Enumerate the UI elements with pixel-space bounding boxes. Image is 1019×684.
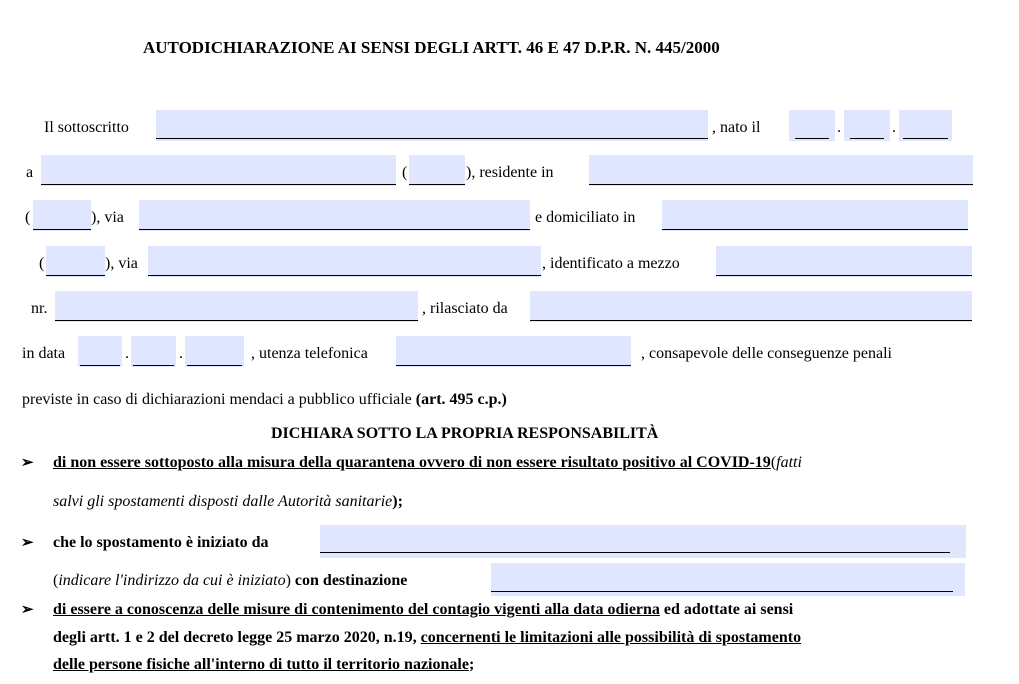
item-3-decreto-text: degli artt. 1 e 2 del decreto legge 25 marzo 2020, n.19, bbox=[53, 629, 421, 646]
label-utenza-telefonica: , utenza telefonica bbox=[251, 345, 368, 362]
id-document-type-underline bbox=[716, 275, 972, 276]
item-2-indicare-text: indicare l'indirizzo da cui è iniziato bbox=[58, 572, 286, 589]
birth-dot-2: . bbox=[892, 119, 896, 136]
destination-underline bbox=[491, 591, 953, 592]
item-1-end: ); bbox=[392, 493, 403, 510]
item-3-end: ; bbox=[468, 656, 475, 673]
label-sottoscritto: Il sottoscritto bbox=[44, 119, 129, 136]
issue-month-underline bbox=[133, 365, 174, 366]
label-identificato: , identificato a mezzo bbox=[542, 255, 680, 272]
issued-by-field[interactable] bbox=[530, 291, 972, 322]
item-1-line-2 bbox=[53, 492, 403, 512]
label-rilasciato-da: , rilasciato da bbox=[422, 300, 508, 317]
label-in-data: in data bbox=[22, 345, 66, 362]
domicile-street-field[interactable] bbox=[148, 246, 541, 277]
item-3-line-1 bbox=[53, 600, 793, 620]
bullet-arrow-icon: ➢ bbox=[21, 535, 34, 551]
departure-address-field[interactable] bbox=[320, 525, 966, 558]
birth-year-field[interactable] bbox=[899, 110, 952, 141]
label-residente-in: ), residente in bbox=[466, 164, 554, 181]
issue-day-underline bbox=[80, 365, 120, 366]
birth-dot-1: . bbox=[837, 119, 841, 136]
item-1-paren: ( bbox=[770, 454, 777, 471]
birthplace-underline bbox=[41, 184, 396, 185]
id-number-field[interactable] bbox=[55, 291, 418, 322]
birth-month-underline bbox=[850, 138, 884, 139]
domicile-city-underline bbox=[662, 229, 968, 230]
previste-text-main: previste in caso di dichiarazioni mendaci a pubblico ufficiale bbox=[22, 391, 412, 408]
item-1-line-1 bbox=[53, 453, 802, 473]
residence-province-field[interactable] bbox=[33, 200, 91, 231]
bullet-arrow-icon: ➢ bbox=[21, 455, 34, 471]
birth-day-field[interactable] bbox=[789, 110, 835, 141]
label-consapevole: , consapevole delle conseguenze penali bbox=[641, 345, 892, 362]
label-a: a bbox=[26, 164, 34, 181]
label-via-1: ), via bbox=[91, 209, 124, 226]
issue-day-field[interactable] bbox=[78, 336, 122, 367]
residence-street-underline bbox=[139, 229, 530, 230]
item-2-paren-open: ( bbox=[53, 572, 59, 589]
phone-underline bbox=[396, 365, 631, 366]
residence-street-field[interactable] bbox=[139, 200, 530, 231]
id-number-underline bbox=[55, 320, 418, 321]
issue-dot-2: . bbox=[179, 345, 183, 362]
item-2-destinazione-label: con destinazione bbox=[294, 572, 408, 589]
departure-address-underline bbox=[320, 552, 950, 553]
birth-month-field[interactable] bbox=[844, 110, 890, 141]
residence-city-field[interactable] bbox=[589, 155, 973, 186]
item-1-fatti: fatti bbox=[776, 454, 802, 471]
birth-year-underline bbox=[903, 138, 948, 139]
label-nr: nr. bbox=[31, 300, 48, 317]
residence-city-underline bbox=[589, 184, 973, 185]
item-3-conoscenza-text: di essere a conoscenza delle misure di contenimento del contagio vigenti alla data odierna bbox=[53, 601, 660, 618]
item-2-label: che lo spostamento è iniziato da bbox=[53, 534, 269, 551]
birth-province-underline bbox=[409, 184, 465, 185]
item-3-territorio-text: delle persone fisiche all'interno di tutto il territorio nazionale bbox=[53, 656, 469, 673]
name-field[interactable] bbox=[156, 110, 708, 141]
birth-province-field[interactable] bbox=[409, 155, 465, 186]
birthplace-field[interactable] bbox=[41, 155, 396, 186]
issue-month-field[interactable] bbox=[131, 336, 176, 367]
item-2-line-2 bbox=[53, 571, 407, 591]
document-title: AUTODICHIARAZIONE AI SENSI DEGLI ARTT. 46 E 47 D.P.R. N. 445/2000 bbox=[143, 38, 720, 57]
phone-field[interactable] bbox=[396, 336, 631, 367]
name-underline bbox=[156, 138, 708, 139]
paren-open-1: ( bbox=[402, 164, 408, 181]
domicile-province-field[interactable] bbox=[46, 246, 105, 277]
residence-province-underline bbox=[33, 229, 91, 230]
domicile-province-underline bbox=[46, 275, 105, 276]
previste-text bbox=[22, 390, 507, 410]
issue-year-underline bbox=[187, 365, 242, 366]
id-document-type-field[interactable] bbox=[716, 246, 972, 277]
label-domiciliato-in: e domiciliato in bbox=[535, 209, 636, 226]
domicile-city-field[interactable] bbox=[662, 200, 968, 231]
item-1-quarantena-text: di non essere sottoposto alla misura della quarantena ovvero di non essere risultato positivo al COVID-19 bbox=[53, 454, 771, 471]
dichiara-heading: DICHIARA SOTTO LA PROPRIA RESPONSABILITÀ bbox=[271, 425, 659, 442]
issue-dot-1: . bbox=[125, 345, 129, 362]
item-3-limitazioni-text: concernenti le limitazioni alle possibilità di spostamento bbox=[420, 629, 802, 646]
domicile-street-underline bbox=[148, 275, 541, 276]
bullet-arrow-icon: ➢ bbox=[21, 602, 34, 618]
paren-open-3: ( bbox=[39, 255, 45, 272]
birth-day-underline bbox=[795, 138, 829, 139]
label-via-2: ), via bbox=[105, 255, 138, 272]
issue-year-field[interactable] bbox=[185, 336, 244, 367]
item-1-salvi-text: salvi gli spostamenti disposti dalle Autorità sanitarie bbox=[53, 493, 393, 510]
label-nato-il: , nato il bbox=[712, 119, 761, 136]
item-3-line-3 bbox=[53, 655, 474, 675]
item-3-line-2 bbox=[53, 628, 801, 648]
issued-by-underline bbox=[530, 320, 972, 321]
item-3-ai-sensi: ed adottate ai sensi bbox=[659, 601, 794, 618]
paren-open-2: ( bbox=[25, 209, 31, 226]
art-495-reference: (art. 495 c.p.) bbox=[415, 391, 507, 408]
item-2-paren-close: ) bbox=[285, 572, 291, 589]
